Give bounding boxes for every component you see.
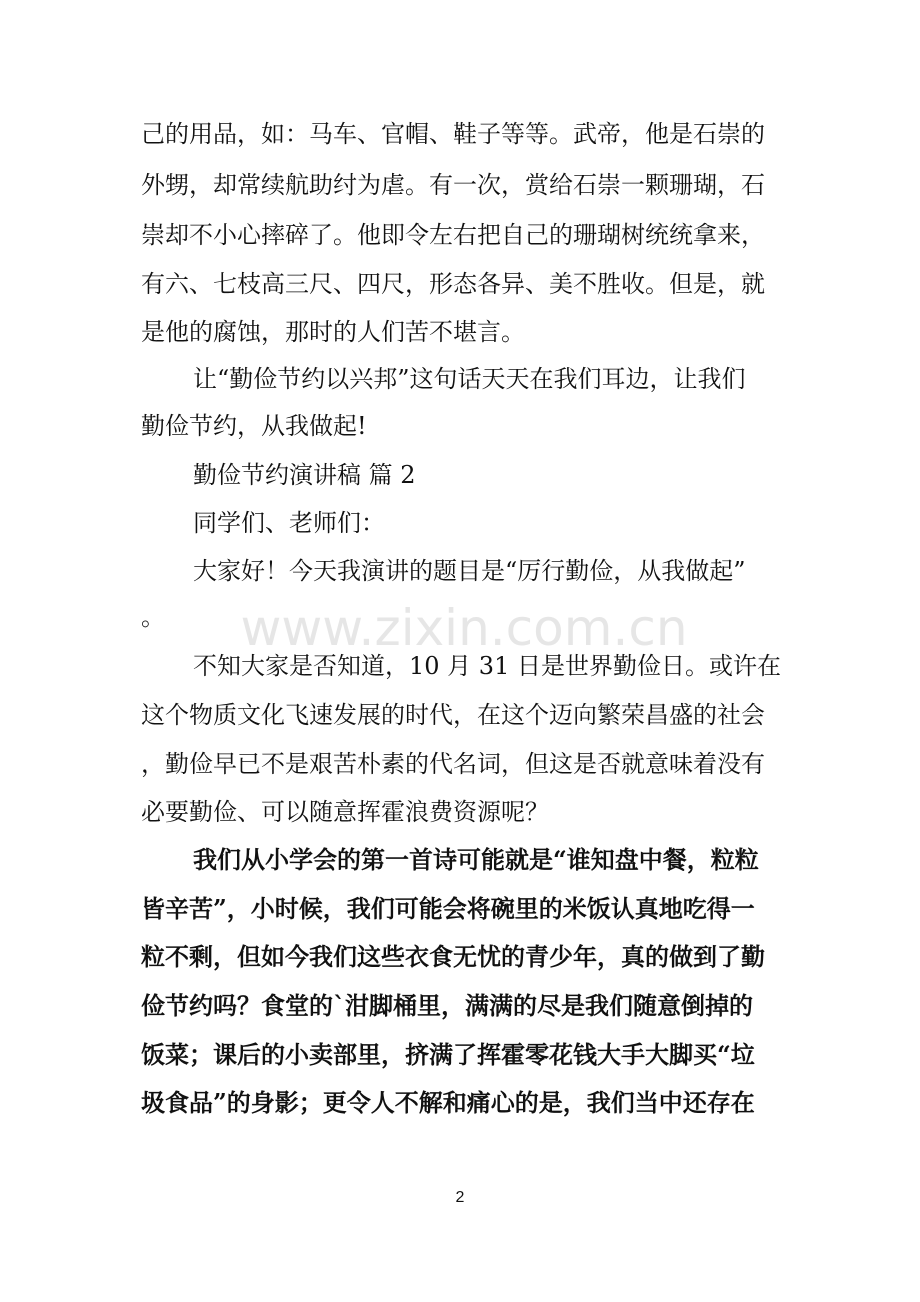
watermark: www.zixin.com.cn bbox=[240, 599, 688, 657]
paragraph-line: 大家好！今天我演讲的题目是“厉行勤俭，从我做起” bbox=[193, 557, 746, 585]
greeting-line: 同学们、老师们： bbox=[193, 509, 385, 537]
paragraph-line: 外甥，却常续航助纣为虐。有一次，赏给石崇一颗珊瑚，石 bbox=[141, 171, 765, 199]
paragraph-line: 勤俭节约，从我做起! bbox=[141, 412, 367, 440]
paragraph-line: ，勤俭早已不是艰苦朴素的代名词，但这是否就意味着没有 bbox=[141, 750, 765, 778]
page-number: 2 bbox=[455, 1189, 465, 1206]
paragraph-line: 崇却不小心摔碎了。他即令左右把自己的珊瑚树统统拿来， bbox=[141, 221, 765, 249]
paragraph-line: 有六、七枝高三尺、四尺，形态各异、美不胜收。但是，就 bbox=[141, 270, 765, 298]
bold-paragraph-line: 俭节约吗？食堂的`泔脚桶里，满满的尽是我们随意倒掉的 bbox=[141, 991, 753, 1020]
paragraph-line: 。 bbox=[141, 603, 165, 631]
bold-paragraph-line: 饭菜；课后的小卖部里，挤满了挥霍零花钱大手大脚买“垃 bbox=[141, 1040, 755, 1069]
bold-paragraph-line: 粒不剩，但如今我们这些衣食无忧的青少年，真的做到了勤 bbox=[141, 942, 765, 971]
paragraph-line: 必要勤俭、可以随意挥霍浪费资源呢？ bbox=[141, 798, 549, 826]
paragraph-line: 这个物质文化飞速发展的时代，在这个迈向繁荣昌盛的社会 bbox=[141, 701, 765, 729]
paragraph-line: 让“勤俭节约以兴邦”这句话天天在我们耳边，让我们 bbox=[193, 365, 746, 393]
paragraph-line: 己的用品，如：马车、官帽、鞋子等等。武帝，他是石崇的 bbox=[141, 120, 765, 148]
paragraph-line: 是他的腐蚀，那时的人们苦不堪言。 bbox=[141, 318, 525, 346]
section-heading: 勤俭节约演讲稿 篇 2 bbox=[193, 461, 416, 489]
bold-paragraph-line: 我们从小学会的第一首诗可能就是“谁知盘中餐，粒粒 bbox=[193, 845, 759, 874]
bold-paragraph-line: 皆辛苦”，小时候，我们可能会将碗里的米饭认真地吃得一 bbox=[141, 894, 755, 923]
bold-paragraph-line: 圾食品”的身影；更令人不解和痛心的是，我们当中还存在 bbox=[141, 1088, 755, 1117]
paragraph-line: 不知大家是否知道，10 月 31 日是世界勤俭日。或许在 bbox=[193, 652, 781, 680]
